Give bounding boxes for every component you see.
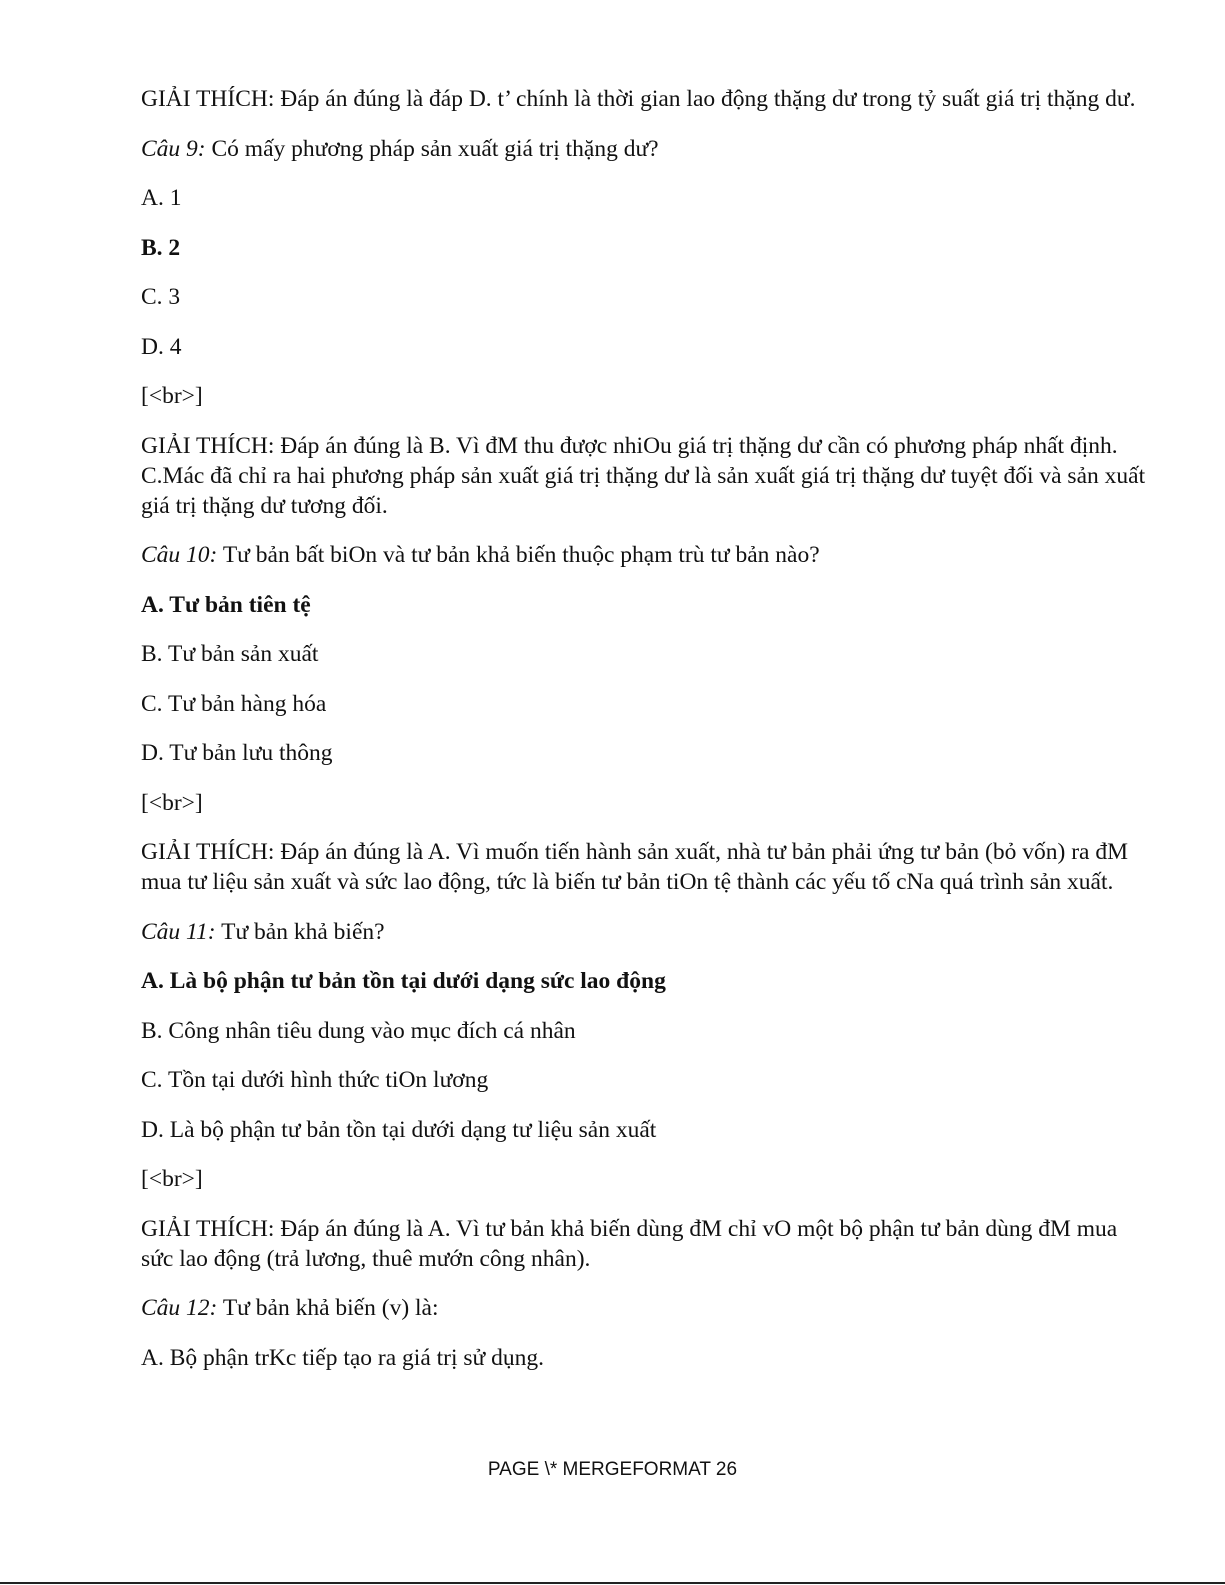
question-11	[141, 917, 1151, 947]
q9-option-a: A. 1	[141, 185, 182, 211]
q11-option-b: B. Công nhân tiêu dung vào mục đích cá nhân	[141, 1017, 576, 1044]
question-label: Câu 9:	[141, 135, 206, 162]
question-12	[141, 1293, 1151, 1323]
question-text: Có mấy phương pháp sản xuất giá trị thặng dư?	[205, 135, 659, 162]
explanation-q11: GIẢI THÍCH: Đáp án đúng là A. Vì tư bản khả biến dùng đM chỉ vO một bộ phận tư bản dùng đM mua sức lao động (trả lương, thuê mướn công nhân).	[141, 1215, 1118, 1272]
q12-option-a: A. Bộ phận trKc tiếp tạo ra giá trị sử dụng.	[141, 1344, 545, 1371]
explanation-q8: GIẢI THÍCH: Đáp án đúng là đáp D. t’ chính là thời gian lao động thặng dư trong tỷ suất giá trị thặng dư.	[141, 86, 1136, 112]
question-label: Câu 11:	[141, 918, 216, 945]
question-10	[141, 540, 1151, 570]
br-marker: [<br>]	[141, 1166, 203, 1192]
q11-option-a: A. Là bộ phận tư bản tồn tại dưới dạng sức lao động	[141, 968, 666, 994]
page-bottom-rule	[0, 1582, 1225, 1584]
document-body	[141, 84, 1151, 1392]
q10-option-a: A. Tư bản tiên tệ	[141, 591, 311, 618]
q10-option-c: C. Tư bản hàng hóa	[141, 690, 327, 717]
question-text: Tư bản khả biến (v) là:	[217, 1295, 439, 1321]
question-label: Câu 12:	[141, 1295, 218, 1321]
br-marker: [<br>]	[141, 789, 203, 816]
q9-option-d: D. 4	[141, 333, 182, 360]
q9-option-c: C. 3	[141, 284, 181, 310]
question-9	[141, 134, 1151, 164]
br-marker: [<br>]	[141, 383, 203, 409]
q9-option-b: B. 2	[141, 234, 181, 261]
question-text: Tư bản khả biến?	[215, 918, 385, 945]
explanation-q9: GIẢI THÍCH: Đáp án đúng là B. Vì đM thu được nhiOu giá trị thặng dư cần có phương pháp nhất định. C.Mác đã chỉ ra hai phương pháp sản xuất giá trị thặng dư là sản xuất giá trị thặng dư tuyệt đối và sản xuất giá trị thặng dư tương đối.	[141, 432, 1146, 519]
q10-option-d: D. Tư bản lưu thông	[141, 740, 333, 766]
explanation-q10: GIẢI THÍCH: Đáp án đúng là A. Vì muốn tiến hành sản xuất, nhà tư bản phải ứng tư bản (bỏ vốn) ra đM mua tư liệu sản xuất và sức lao động, tức là biến tư bản tiOn tệ thành các yếu tố cNa quá trình sản xuất.	[141, 839, 1128, 895]
q10-option-b: B. Tư bản sản xuất	[141, 641, 319, 667]
question-text: Tư bản bất biOn và tư bản khả biến thuộc phạm trù tư bản nào?	[217, 542, 820, 568]
q11-option-d: D. Là bộ phận tư bản tồn tại dưới dạng tư liệu sản xuất	[141, 1116, 657, 1143]
q11-option-c: C. Tồn tại dưới hình thức tiOn lương	[141, 1067, 489, 1093]
question-label: Câu 10:	[141, 542, 218, 568]
page-footer: PAGE \* MERGEFORMAT 26	[487, 1459, 738, 1480]
